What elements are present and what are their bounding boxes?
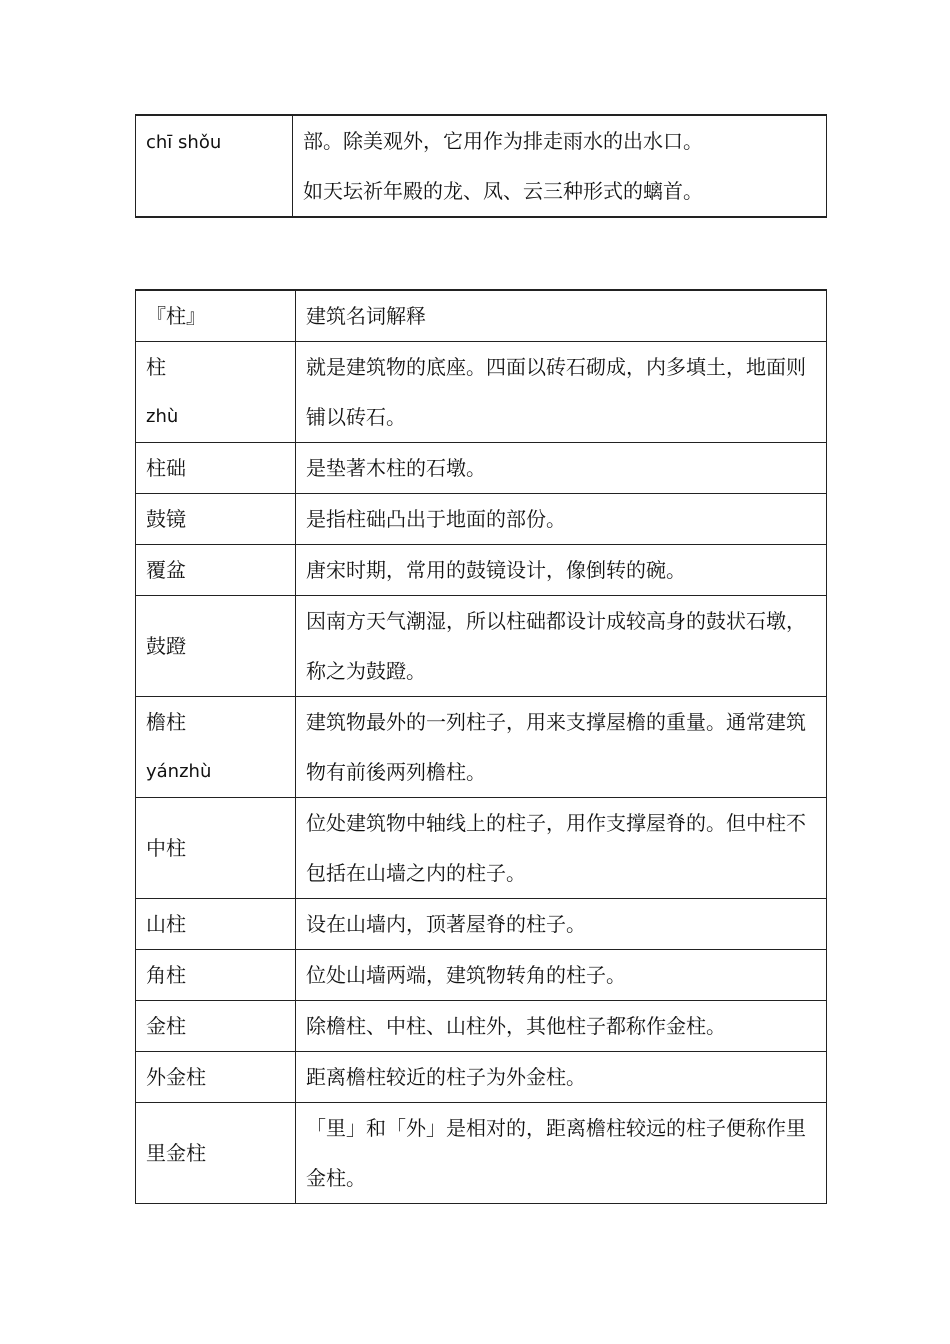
definition-cell: 是指柱础凸出于地面的部份。	[296, 494, 827, 545]
definition-cell: 唐宋时期，常用的鼓镜设计，像倒转的碗。	[296, 545, 827, 596]
header-term: 『柱』	[136, 290, 296, 342]
term: 檐柱	[146, 710, 186, 734]
definition-cell: 是垫著木柱的石墩。	[296, 443, 827, 494]
definition-cell: 建筑物最外的一列柱子，用来支撑屋檐的重量。通常建筑物有前後两列檐柱。	[296, 697, 827, 798]
term-cell: 中柱	[136, 798, 296, 899]
header-definition: 建筑名词解释	[296, 290, 827, 342]
term-pinyin: zhù	[146, 406, 179, 427]
top-table	[135, 114, 827, 218]
term-cell: 鼓蹬	[136, 596, 296, 697]
term-cell: 外金柱	[136, 1052, 296, 1103]
term-cell	[136, 697, 296, 798]
table-row	[136, 443, 827, 494]
table-row	[136, 115, 827, 217]
table-row	[136, 1103, 827, 1204]
definition-cell: 距离檐柱较近的柱子为外金柱。	[296, 1052, 827, 1103]
term-cell: 鼓镜	[136, 494, 296, 545]
definition-cell: 因南方天气潮湿，所以柱础都设计成较高身的鼓状石墩，称之为鼓蹬。	[296, 596, 827, 697]
table-row	[136, 342, 827, 443]
definition-cell	[293, 115, 827, 217]
table-row	[136, 494, 827, 545]
term-cell: 柱础	[136, 443, 296, 494]
term: 柱	[146, 355, 166, 379]
column-terms-table	[135, 289, 827, 1204]
term-cell: 里金柱	[136, 1103, 296, 1204]
table-row	[136, 950, 827, 1001]
term-pinyin: yánzhù	[146, 761, 212, 782]
table-row	[136, 798, 827, 899]
definition-cell: 位处建筑物中轴线上的柱子，用作支撑屋脊的。但中柱不包括在山墙之内的柱子。	[296, 798, 827, 899]
table-row	[136, 545, 827, 596]
table-header-row	[136, 290, 827, 342]
term-cell	[136, 342, 296, 443]
table-row	[136, 1001, 827, 1052]
table-row	[136, 899, 827, 950]
definition-cell: 位处山墙两端，建筑物转角的柱子。	[296, 950, 827, 1001]
term-cell: 金柱	[136, 1001, 296, 1052]
definition-line: 如天坛祈年殿的龙、凤、云三种形式的螭首。	[303, 179, 703, 203]
definition-cell: 「里」和「外」是相对的，距离檐柱较远的柱子便称作里金柱。	[296, 1103, 827, 1204]
definition-cell: 设在山墙内，顶著屋脊的柱子。	[296, 899, 827, 950]
term-cell: 覆盆	[136, 545, 296, 596]
definition-line: 部。除美观外，它用作为排走雨水的出水口。	[303, 129, 703, 153]
table-row	[136, 1052, 827, 1103]
table-row	[136, 596, 827, 697]
table-row	[136, 697, 827, 798]
definition-cell: 就是建筑物的底座。四面以砖石砌成，内多填土，地面则铺以砖石。	[296, 342, 827, 443]
term-cell: 山柱	[136, 899, 296, 950]
term-cell	[136, 115, 293, 217]
definition-cell: 除檐柱、中柱、山柱外，其他柱子都称作金柱。	[296, 1001, 827, 1052]
term-cell: 角柱	[136, 950, 296, 1001]
term-pinyin: chī shǒu	[146, 132, 222, 153]
